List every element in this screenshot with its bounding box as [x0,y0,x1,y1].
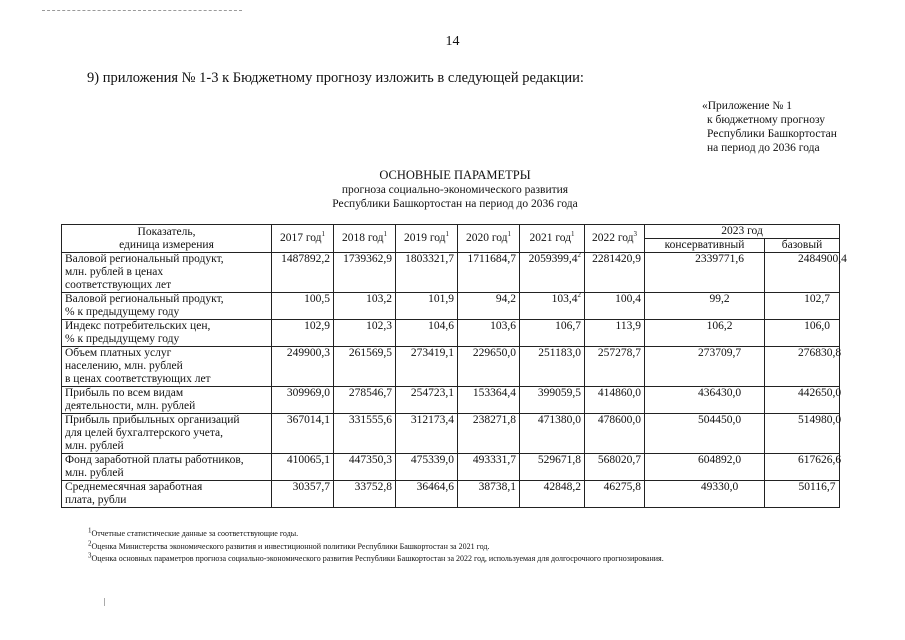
table-row [62,293,840,320]
indicator-header: Показатель, единица измерения [62,225,272,253]
table-cell: 1739362,9 [334,253,396,293]
row-label-line: Прибыль прибыльных организаций [65,414,240,426]
table-cell: 414860,0 [585,387,645,414]
footnote: $^1$Отчетные статистические данные за соответствующие годы. [88,526,299,538]
row-label-line: Индекс потребительских цен, [65,320,211,332]
row-label-line: % к предыдущему году [65,306,180,318]
table-cell: 331555,6 [334,414,396,454]
table-cell: 101,9 [396,293,458,320]
row-label-line: в ценах соответствующих лет [65,373,211,385]
row-label [62,293,272,320]
table-cell: 478600,0 [585,414,645,454]
table-cell: 568020,7 [585,454,645,481]
year-header-2019: 2019 год$^1$ [396,225,458,253]
table-cell: 1487892,2 [272,253,334,293]
year-header-2018: 2018 год$^1$ [334,225,396,253]
table-cell: 2484900,4 [765,253,840,293]
table-cell: 273419,1 [396,347,458,387]
table-cell: 99,2 [645,293,765,320]
scenario-base-header: базовый [765,239,840,253]
page-number: 14 [445,34,460,49]
header-row [62,225,840,239]
table-cell: 30357,7 [272,481,334,508]
table-cell: 617626,6 [765,454,840,481]
table-cell: 276830,8 [765,347,840,387]
footnote: $^2$Оценка Министерства экономического развития и инвестиционной политики Республики Башкортостан за 2021 год. [88,538,490,551]
table-cell: 447350,3 [334,454,396,481]
table-cell: 229650,0 [458,347,520,387]
table-cell: 46275,8 [585,481,645,508]
table-cell: 238271,8 [458,414,520,454]
row-label-line: плата, рубли [65,494,127,506]
table-cell: 36464,6 [396,481,458,508]
row-label-line: Валовой региональный продукт, [65,293,224,305]
table-cell: 251183,0 [520,347,585,387]
row-label [62,454,272,481]
table-cell: 153364,4 [458,387,520,414]
row-label [62,414,272,454]
table-cell: 604892,0 [645,454,765,481]
intro-paragraph: 9) приложения № 1-3 к Бюджетному прогнозу изложить в следующей редакции: [87,70,584,86]
table-cell: 309969,0 [272,387,334,414]
table-cell: 100,5 [272,293,334,320]
row-label [62,347,272,387]
year-header-2020: 2020 год$^1$ [458,225,520,253]
table-cell: 50116,7 [765,481,840,508]
annex-line: Республики Башкортостан [707,128,837,140]
table-cell: 113,9 [585,320,645,347]
annex-line: на период до 2036 года [707,142,820,154]
row-label-line: населению, млн. рублей [65,360,183,372]
row-label [62,387,272,414]
table-cell: 399059,5 [520,387,585,414]
table-row [62,414,840,454]
row-label-line: млн. рублей в ценах [65,266,164,278]
table-cell: 102,9 [272,320,334,347]
title-main: ОСНОВНЫЕ ПАРАМЕТРЫ [379,168,531,182]
title-subtitle: прогноза социально-экономического развития [341,184,569,196]
table-row [62,481,840,508]
annex-line: к бюджетному прогнозу [707,114,826,126]
table-cell: 2281420,9 [585,253,645,293]
year-header-2022: 2022 год$^3$ [585,225,645,253]
table-cell: 106,2 [645,320,765,347]
table-cell: 514980,0 [765,414,840,454]
table-cell: 442650,0 [765,387,840,414]
year-header-2021: 2021 год$^1$ [520,225,585,253]
header-rule [42,10,242,11]
table-cell: 102,7 [765,293,840,320]
margin-mark [104,598,108,606]
table-cell: 436430,0 [645,387,765,414]
footnotes [88,528,664,566]
table-cell: 2059399,4$^2$ [520,253,585,293]
table-cell: 249900,3 [272,347,334,387]
year-header-2023: 2023 год [645,225,840,239]
table-cell: 33752,8 [334,481,396,508]
table-cell: 529671,8 [520,454,585,481]
table-cell: 49330,0 [645,481,765,508]
row-label-line: деятельности, млн. рублей [65,400,196,412]
table-cell: 102,3 [334,320,396,347]
row-label-line: соответствующих лет [65,279,172,291]
table-row [62,320,840,347]
row-label-line: Объем платных услуг [65,347,172,359]
row-label [62,481,272,508]
table-cell: 94,2 [458,293,520,320]
table-cell: 103,4$^2$ [520,293,585,320]
table-cell: 2339771,6 [645,253,765,293]
table-cell: 103,6 [458,320,520,347]
table-row [62,387,840,414]
table-cell: 261569,5 [334,347,396,387]
table-cell: 504450,0 [645,414,765,454]
table-cell: 493331,7 [458,454,520,481]
table-cell: 38738,1 [458,481,520,508]
table-cell: 312173,4 [396,414,458,454]
year-header-2017: 2017 год$^1$ [272,225,334,253]
row-label-line: для целей бухгалтерского учета, [65,427,224,439]
row-label-line: % к предыдущему году [65,333,180,345]
row-label-line: Фонд заработной платы работников, [65,454,244,466]
row-label [62,320,272,347]
table-cell: 106,7 [520,320,585,347]
table-cell: 106,0 [765,320,840,347]
scenario-conservative-header: консервативный [645,239,765,253]
table-cell: 1711684,7 [458,253,520,293]
table-title [300,168,610,211]
table-cell: 42848,2 [520,481,585,508]
table-row [62,347,840,387]
table-cell: 475339,0 [396,454,458,481]
table-cell: 273709,7 [645,347,765,387]
footnote: $^3$Оценка основных параметров прогноза социально-экономического развития Республики Башкортостан за 2022 год, используемая для долгосрочного прогнозирования. [88,551,664,563]
table-cell: 103,2 [334,293,396,320]
annex-note [702,99,837,155]
table-cell: 100,4 [585,293,645,320]
table-cell: 278546,7 [334,387,396,414]
row-label-line: Прибыль по всем видам [65,387,184,399]
row-label [62,253,272,293]
table-cell: 254723,1 [396,387,458,414]
table-cell: 367014,1 [272,414,334,454]
row-label-line: млн. рублей [65,467,124,479]
table-cell: 1803321,7 [396,253,458,293]
parameters-table [61,224,847,508]
row-label-line: Валовой региональный продукт, [65,253,224,265]
row-label-line: Среднемесячная заработная [65,481,203,493]
table-cell: 410065,1 [272,454,334,481]
title-subtitle: Республики Башкортостан на период до 2036 года [332,198,578,210]
table-row [62,253,840,293]
table-cell: 257278,7 [585,347,645,387]
annex-line: «Приложение № 1 [702,100,792,112]
table-cell: 104,6 [396,320,458,347]
row-label-line: млн. рублей [65,440,124,452]
table-row [62,454,840,481]
table-cell: 471380,0 [520,414,585,454]
